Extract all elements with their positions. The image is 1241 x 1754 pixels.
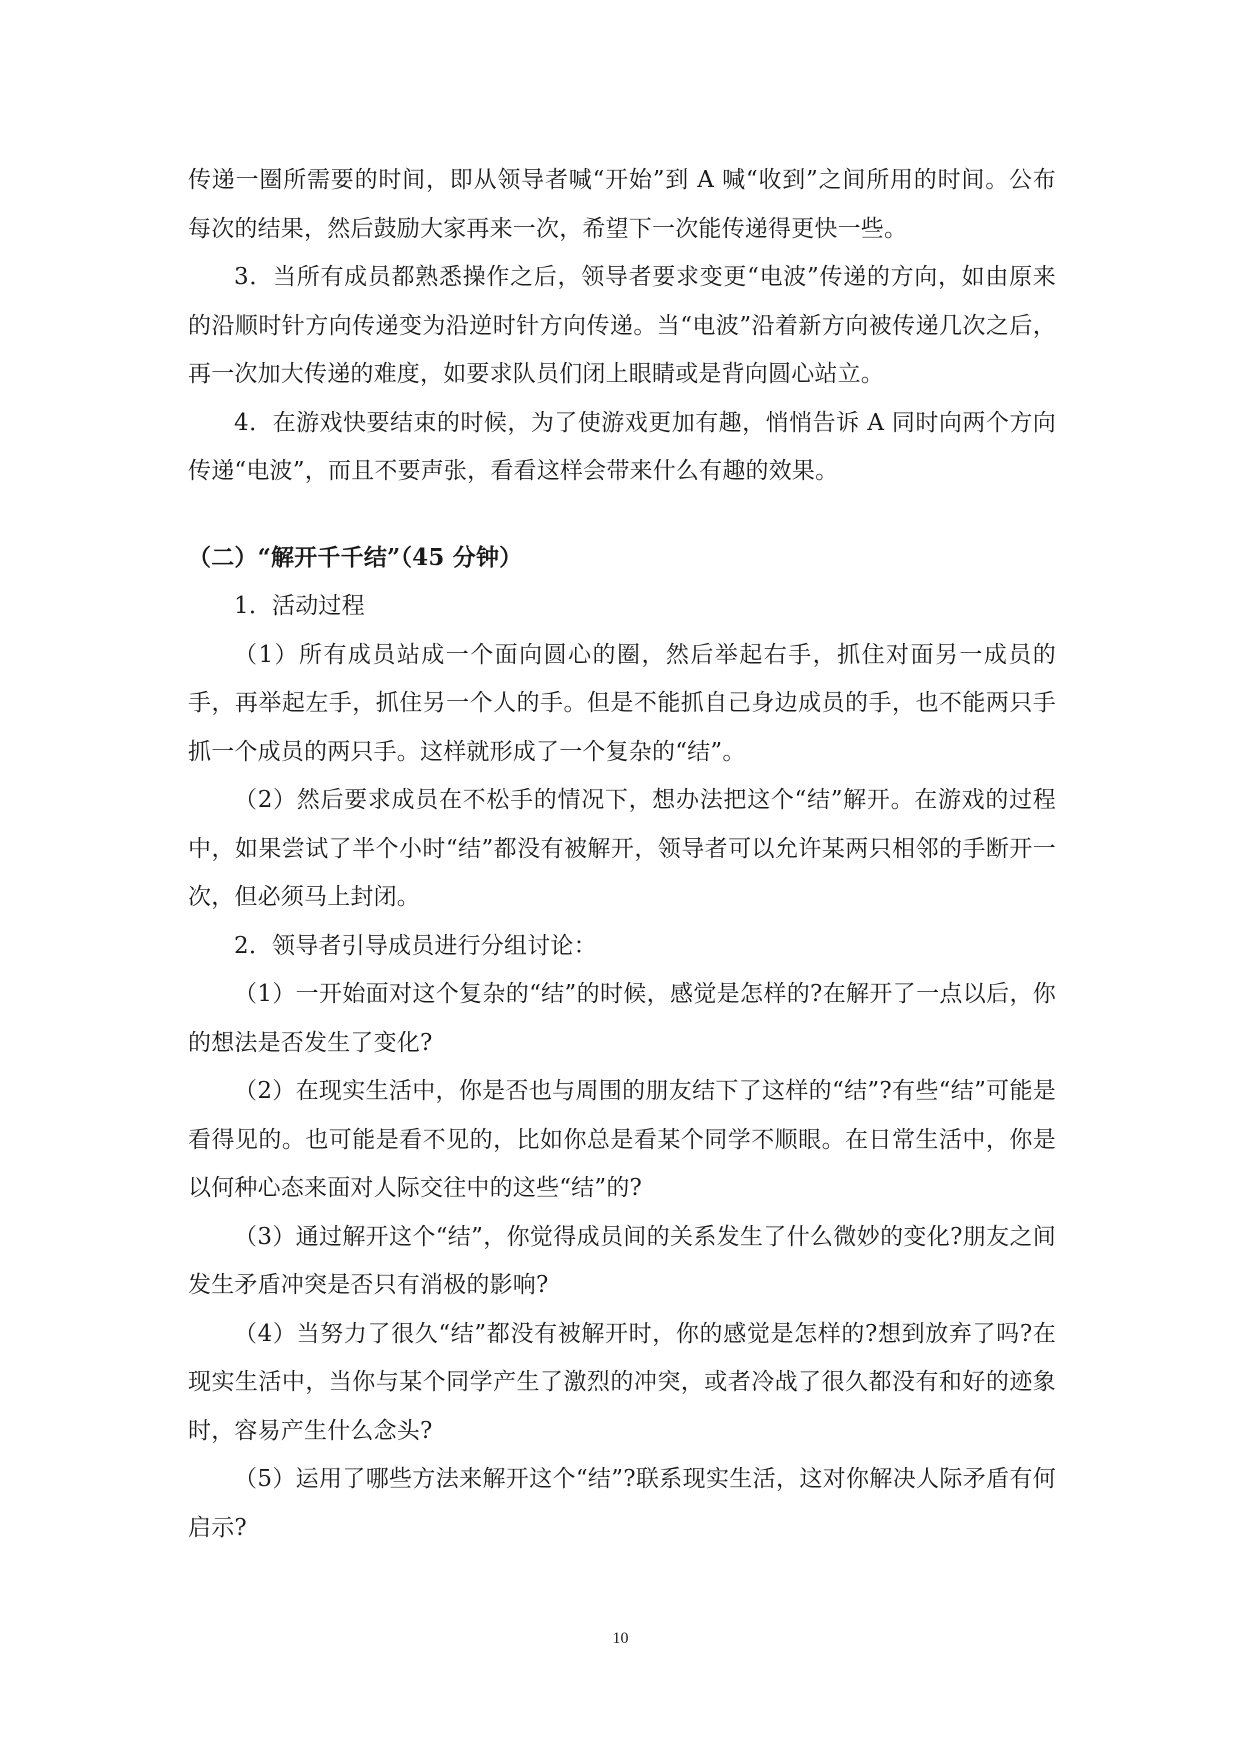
paragraph-activity-process: 1．活动过程 [234, 593, 365, 619]
paragraph-process-2: （2）然后要求成员在不松手的情况下，想办法把这个“结”解开。在游戏的过程中，如果尝试了半个小时“结”都没有被解开，领导者可以允许某两只相邻的手断开一次，但必须马上封闭。 [188, 787, 1056, 910]
paragraph-discussion-1: （1）一开始面对这个复杂的“结”的时候，感觉是怎样的?在解开了一点以后，你的想法是否发生了变化? [188, 981, 1056, 1056]
page-number: 10 [612, 1630, 629, 1647]
paragraph-discussion-title: 2．领导者引导成员进行分组讨论： [234, 932, 597, 959]
paragraph-step-4: 4．在游戏快要结束的时候，为了使游戏更加有趣，悄悄告诉 A 同时向两个方向传递“电波”，而且不要声张，看看这样会带来什么有趣的效果。 [188, 409, 1056, 484]
section-heading: （二）“解开千千结”（45 分钟） [188, 543, 523, 571]
paragraph-discussion-4: （4）当努力了很久“结”都没有被解开时，你的感觉是怎样的?想到放弃了吗?在现实生活中，当你与某个同学产生了激烈的冲突，或者冷战了很久都没有和好的迹象时，容易产生什么念头? [188, 1320, 1056, 1444]
paragraph-discussion-5: （5）运用了哪些方法来解开这个“结”?联系现实生活，这对你解决人际矛盾有何启示? [188, 1466, 1056, 1541]
paragraph-discussion-2: （2）在现实生活中，你是否也与周围的朋友结下了这样的“结”?有些“结”可能是看得见的。也可能是看不见的，比如你总是看某个同学不顺眼。在日常生活中，你是以何种心态来面对人际交往中的这些“结”的? [188, 1078, 1056, 1201]
paragraph-discussion-3: （3）通过解开这个“结”，你觉得成员间的关系发生了什么微妙的变化?朋友之间发生矛盾冲突是否只有消极的影响? [188, 1223, 1056, 1298]
page-content [188, 156, 1056, 1552]
paragraph-continued: 传递一圈所需要的时间，即从领导者喊“开始”到 A 喊“收到”之间所用的时间。公布每次的结果，然后鼓励大家再来一次，希望下一次能传递得更快一些。 [188, 167, 1056, 242]
paragraph-process-1: （1）所有成员站成一个面向圆心的圈，然后举起右手，抓住对面另一成员的手，再举起左手，抓住另一个人的手。但是不能抓自己身边成员的手，也不能两只手抓一个成员的两只手。这样就形成了一个复杂的“结”。 [188, 641, 1056, 765]
paragraph-step-3: 3．当所有成员都熟悉操作之后，领导者要求变更“电波”传递的方向，如由原来的沿顺时针方向传递变为沿逆时针方向传递。当“电波”沿着新方向被传递几次之后，再一次加大传递的难度，如要求队员们闭上眼睛或是背向圆心站立。 [188, 264, 1056, 387]
